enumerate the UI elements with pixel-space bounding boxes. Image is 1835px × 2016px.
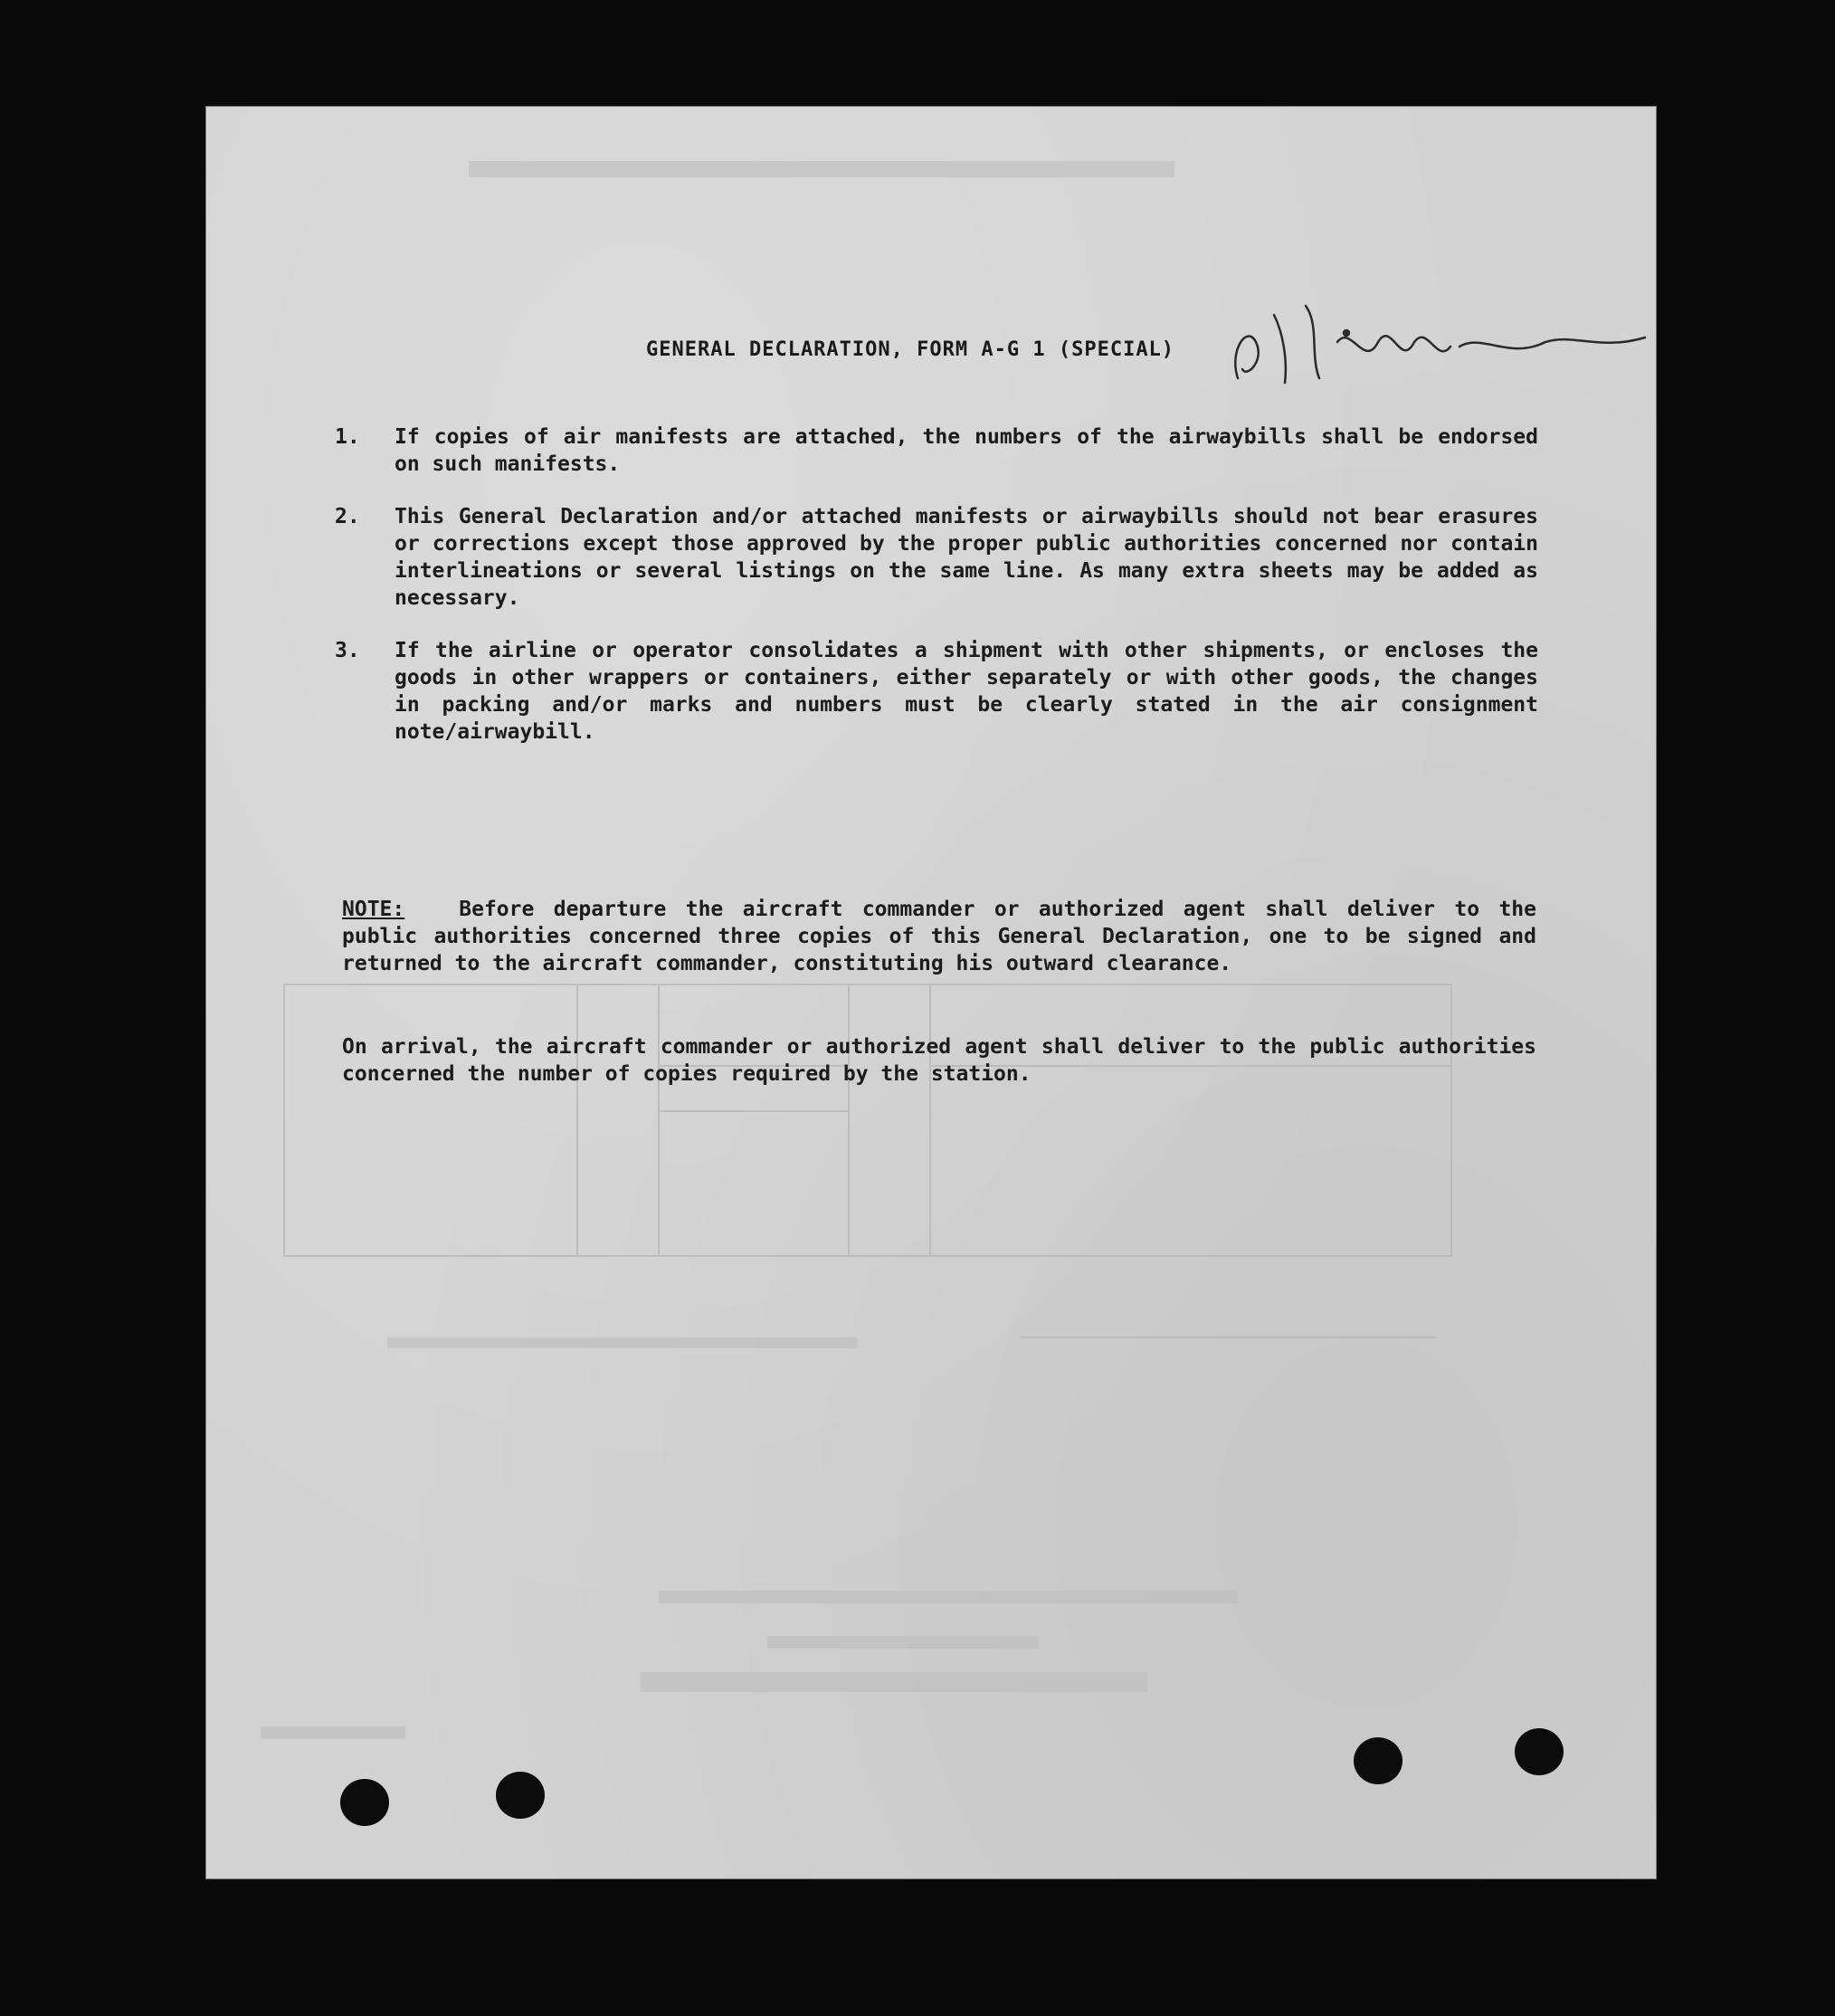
punch-hole-left-2 [496,1772,545,1819]
instruction-number: 3. [335,639,360,662]
instruction-text: If copies of air manifests are attached, the numbers of the airwaybills shall be endorsed on such manifests. [395,425,1538,476]
instruction-item [335,637,1538,746]
instruction-number: 1. [335,425,360,449]
instructions-list [335,423,1746,771]
punch-hole-right-1 [1354,1737,1402,1784]
punch-hole-left-1 [340,1779,389,1826]
note-label: NOTE: [342,898,405,921]
instruction-text: This General Declaration and/or attached manifests or airwaybills should not bear erasures or corrections except those approved by the proper public authorities concerned nor contain interlineations or several listings on the same line. As many extra sheets may be added as necessary. [395,505,1538,610]
document-page [206,107,1656,1878]
instruction-item [335,423,1538,478]
arrival-paragraph: On arrival, the aircraft commander or authorized agent shall deliver to the public authorities concerned the number of copies required by the station. [342,1035,1536,1086]
instruction-number: 2. [335,505,360,528]
note-paragraph [342,896,1536,977]
instruction-text: If the airline or operator consolidates a shipment with other shipments, or encloses the goods in other wrappers or containers, either separately or with other goods, the changes in packing and/or marks and numbers must be clearly stated in the air consignment note/airwaybill. [395,639,1538,744]
document-title: GENERAL DECLARATION, FORM A-G 1 (SPECIAL) [646,338,1175,361]
instruction-item [335,503,1538,612]
punch-hole-right-2 [1515,1728,1564,1775]
handwritten-signature [1220,270,1654,387]
note-text: Before departure the aircraft commander or authorized agent shall deliver to the public authorities concerned three copies of this General Declaration, one to be signed and returned to the aircraft commander, constituting his outward clearance. [342,898,1536,975]
